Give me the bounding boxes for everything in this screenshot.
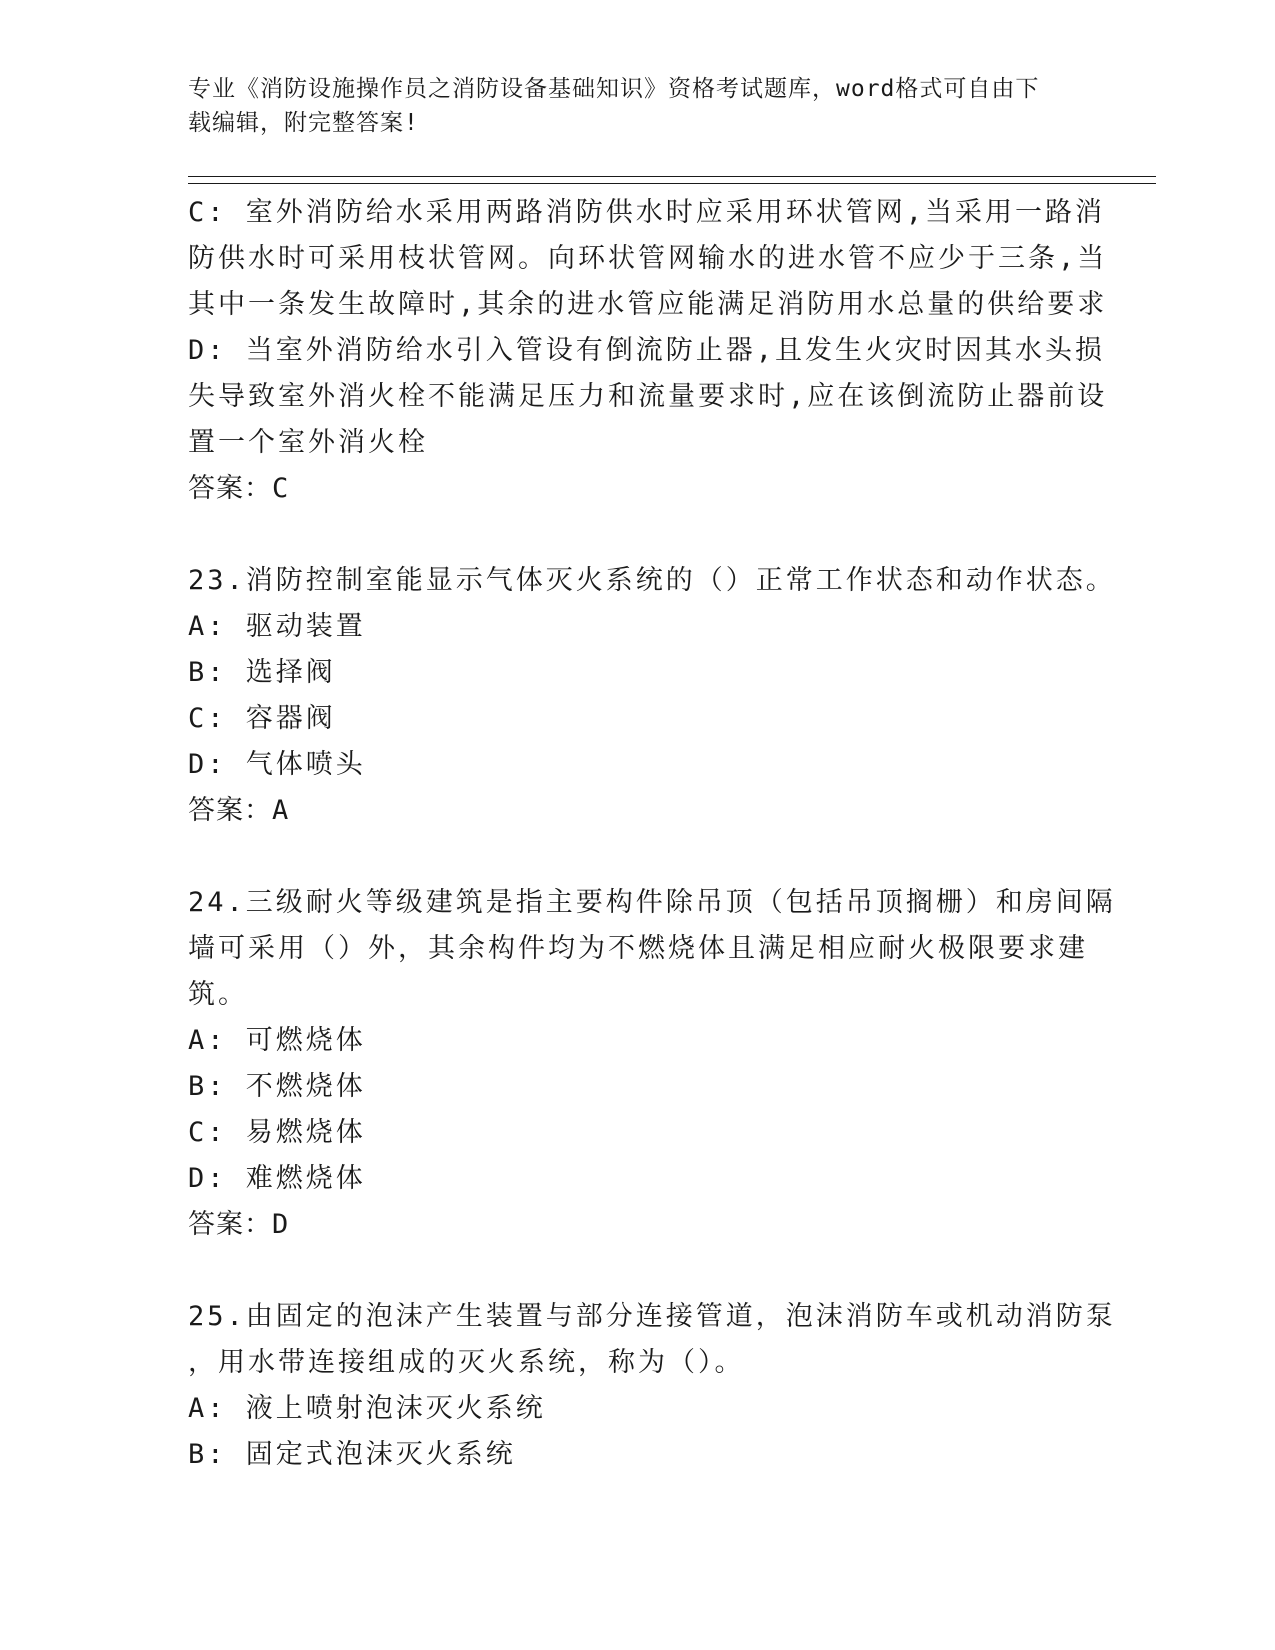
option-b: B: 不燃烧体 — [188, 1071, 366, 1102]
option-d-line-2: 失导致室外消火栓不能满足压力和流量要求时,应在该倒流防止器前设 — [188, 381, 1108, 412]
option-d: D: 气体喷头 — [188, 749, 366, 780]
continued-question — [188, 190, 1108, 512]
header-rule-bottom — [188, 183, 1156, 184]
option-c-line-1: C: 室外消防给水采用两路消防供水时应采用环状管网,当采用一路消 — [188, 197, 1106, 228]
spacer — [188, 1248, 1088, 1294]
option-c-line-2: 防供水时可采用枝状管网。向环状管网输水的进水管不应少于三条,当 — [188, 243, 1108, 274]
option-a: A: 液上喷射泡沫灭火系统 — [188, 1393, 546, 1424]
option-c: C: 容器阀 — [188, 703, 336, 734]
spacer — [188, 834, 1088, 880]
option-b: B: 选择阀 — [188, 657, 336, 688]
option-c: C: 易燃烧体 — [188, 1117, 366, 1148]
option-d-line-3: 置一个室外消火栓 — [188, 427, 428, 458]
answer: 答案：C — [188, 473, 290, 504]
question-23 — [188, 558, 1116, 834]
question-24 — [188, 880, 1116, 1248]
header-rule-top — [188, 176, 1156, 177]
header-line-2: 载编辑，附完整答案! — [188, 110, 419, 136]
question-text-line-1: 24.三级耐火等级建筑是指主要构件除吊顶（包括吊顶搁栅）和房间隔 — [188, 887, 1116, 918]
option-d-line-1: D: 当室外消防给水引入管设有倒流防止器,且发生火灾时因其水头损 — [188, 335, 1106, 366]
document-header — [188, 72, 1088, 140]
question-text: 23.消防控制室能显示气体灭火系统的（）正常工作状态和动作状态。 — [188, 565, 1116, 596]
question-text-line-2: ，用水带连接组成的灭火系统，称为（）。 — [188, 1347, 745, 1378]
spacer — [188, 512, 1088, 558]
document-body — [188, 190, 1116, 1478]
question-text-line-3: 筑。 — [188, 979, 248, 1010]
option-d: D: 难燃烧体 — [188, 1163, 366, 1194]
answer: 答案：D — [188, 1209, 290, 1240]
option-b: B: 固定式泡沫灭火系统 — [188, 1439, 516, 1470]
question-text-line-1: 25.由固定的泡沫产生装置与部分连接管道，泡沫消防车或机动消防泵 — [188, 1301, 1116, 1332]
question-text-line-2: 墙可采用（）外，其余构件均为不燃烧体且满足相应耐火极限要求建 — [188, 933, 1088, 964]
option-a: A: 可燃烧体 — [188, 1025, 366, 1056]
header-line-1: 专业《消防设施操作员之消防设备基础知识》资格考试题库，word格式可自由下 — [188, 76, 1040, 102]
option-c-line-3: 其中一条发生故障时,其余的进水管应能满足消防用水总量的供给要求 — [188, 289, 1108, 320]
option-a: A: 驱动装置 — [188, 611, 366, 642]
question-25 — [188, 1294, 1116, 1478]
answer: 答案：A — [188, 795, 290, 826]
